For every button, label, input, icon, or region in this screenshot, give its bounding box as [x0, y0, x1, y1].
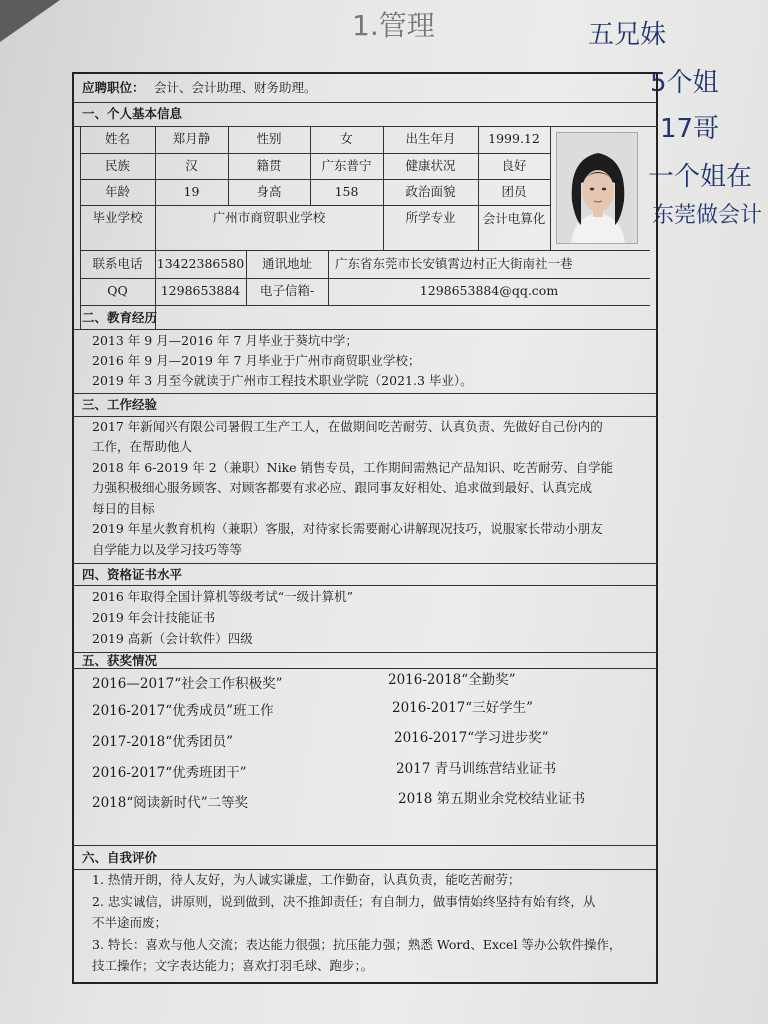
address-value: 广东省东莞市长安镇霄边村正大街南社一巷: [335, 256, 573, 271]
phone-value: 13422386580: [156, 256, 245, 271]
section-title-education: 二、教育经历: [82, 310, 158, 325]
school-value: 广州市商贸职业学校: [212, 210, 326, 225]
education-item: 2016 年 9 月—2019 年 7 月毕业于广州市商贸职业学校；: [92, 353, 421, 368]
table-rule: [72, 329, 658, 330]
handwritten-note: 17哥: [660, 114, 720, 144]
health-value: 良好: [501, 158, 527, 173]
table-rule: [72, 393, 658, 394]
award-item: 2016-2017“学习进步奖”: [394, 730, 549, 746]
work-line: 力强积极细心服务顾客、对顾客都要有求必应、跟同事友好相处、追求做到最好、认真完成: [92, 480, 593, 495]
award-item: 2016-2017“优秀成员”班工作: [92, 703, 274, 719]
name-value: 郑月静: [172, 131, 211, 146]
self-eval-line: 3. 特长：喜欢与他人交流；表达能力很强；抗压能力强；熟悉 Word、Excel 等办公软件操作，: [92, 937, 622, 952]
table-rule: [72, 416, 658, 417]
qq-value: 1298653884: [160, 283, 241, 298]
table-rule: [80, 278, 650, 279]
section-title-basic: 一、个人基本信息: [82, 106, 183, 121]
table-rule: [80, 305, 650, 306]
politic-value: 团员: [501, 184, 527, 199]
table-rule: [80, 126, 81, 329]
education-item: 2019 年 3 月至今就读于广州市工程技术职业学院（2021.3 毕业）。: [92, 373, 473, 388]
table-rule: [72, 652, 658, 653]
table-rule: [80, 205, 550, 206]
politic-label: 政治面貌: [405, 184, 456, 199]
cert-item: 2019 高新（会计软件）四级: [92, 631, 253, 646]
age-value: 19: [183, 184, 200, 199]
handwritten-note: 五兄妹: [588, 20, 667, 50]
education-item: 2013 年 9 月—2016 年 7 月毕业于葵坑中学；: [92, 333, 358, 348]
award-item: 2016-2017“三好学生”: [392, 700, 534, 716]
handwritten-note: 东莞做会计: [652, 203, 763, 228]
school-label: 毕业学校: [92, 210, 143, 225]
email-value: 1298653884@qq.com: [419, 283, 559, 298]
handwritten-note-top: 1.管理: [352, 9, 435, 42]
position-label: 应聘职位：: [82, 80, 145, 95]
self-eval-line: 不半途而废；: [92, 915, 168, 930]
table-rule: [72, 102, 658, 103]
award-item: 2018“阅读新时代”二等奖: [92, 795, 249, 811]
table-rule: [72, 668, 658, 669]
gender-label: 性别: [256, 131, 282, 146]
work-line: 2018 年 6-2019 年 2（兼职）Nike 销售专员，工作期间需熟记产品知识、吃苦耐劳、自学能: [92, 460, 614, 475]
section-title-awards: 五、获奖情况: [82, 653, 158, 668]
table-rule: [80, 179, 550, 180]
table-rule: [72, 585, 658, 586]
native-value: 广东普宁: [321, 158, 372, 173]
major-value: 会计电算化: [482, 211, 546, 226]
table-rule: [72, 869, 658, 870]
work-line: 自学能力以及学习技巧等等: [92, 542, 243, 557]
self-eval-line: 2. 忠实诚信，讲原则，说到做到，决不推卸责任；有自制力，做事情始终坚持有始有终，从: [92, 894, 596, 909]
handwritten-note: 5个姐: [650, 68, 719, 98]
work-line: 2019 年星火教育机构（兼职）客服，对待家长需要耐心讲解现况技巧，说服家长带动小朋友: [92, 521, 603, 536]
position-value: 会计、会计助理、财务助理。: [154, 80, 317, 95]
height-label: 身高: [256, 184, 282, 199]
table-rule: [80, 153, 550, 154]
ethnic-label: 民族: [104, 158, 130, 173]
native-label: 籍贯: [256, 158, 282, 173]
height-value: 158: [334, 184, 359, 199]
self-eval-line: 技工操作；文字表达能力；喜欢打羽毛球、跑步；。: [92, 958, 374, 973]
award-item: 2017 青马训练营结业证书: [396, 761, 557, 777]
age-label: 年龄: [104, 184, 130, 199]
handwritten-note: 一个姐在: [648, 162, 753, 192]
award-item: 2016-2017“优秀班团干”: [92, 765, 247, 781]
birth-label: 出生年月: [405, 131, 456, 146]
award-item: 2017-2018“优秀团员”: [92, 734, 234, 750]
birth-value: 1999.12: [488, 131, 540, 146]
section-title-certs: 四、资格证书水平: [82, 567, 183, 582]
section-title-work: 三、工作经验: [82, 397, 158, 412]
work-line: 工作，在帮助他人: [92, 439, 193, 454]
work-line: 2017 年新闻兴有限公司暑假工生产工人，在做期间吃苦耐劳、认真负责、先做好自己份内的: [92, 419, 603, 434]
major-label: 所学专业: [405, 210, 456, 225]
name-label: 姓名: [104, 131, 130, 146]
applicant-photo: [556, 132, 638, 244]
self-eval-line: 1. 热情开朗，待人友好，为人诚实谦虚，工作勤奋，认真负责，能吃苦耐劳；: [92, 872, 521, 887]
qq-label: QQ: [107, 283, 128, 298]
table-rule: [80, 250, 650, 251]
table-rule: [72, 845, 658, 846]
health-label: 健康状况: [405, 158, 456, 173]
cert-item: 2016 年取得全国计算机等级考试“一级计算机”: [92, 589, 354, 604]
address-label: 通讯地址: [261, 256, 312, 271]
table-rule: [72, 126, 658, 127]
phone-label: 联系电话: [92, 256, 143, 271]
email-label: 电子信箱-: [259, 283, 315, 298]
table-rule: [550, 126, 551, 250]
award-item: 2018 第五期业余党校结业证书: [398, 791, 586, 807]
ethnic-value: 汉: [185, 158, 198, 173]
award-item: 2016-2018“全勤奖”: [388, 672, 516, 688]
table-rule: [155, 126, 156, 329]
award-item: 2016—2017“社会工作积极奖”: [92, 676, 283, 692]
work-line: 每日的目标: [92, 501, 155, 516]
cert-item: 2019 年会计技能证书: [92, 610, 216, 625]
table-rule: [72, 563, 658, 564]
gender-value: 女: [340, 131, 353, 146]
section-title-self: 六、自我评价: [82, 850, 158, 865]
